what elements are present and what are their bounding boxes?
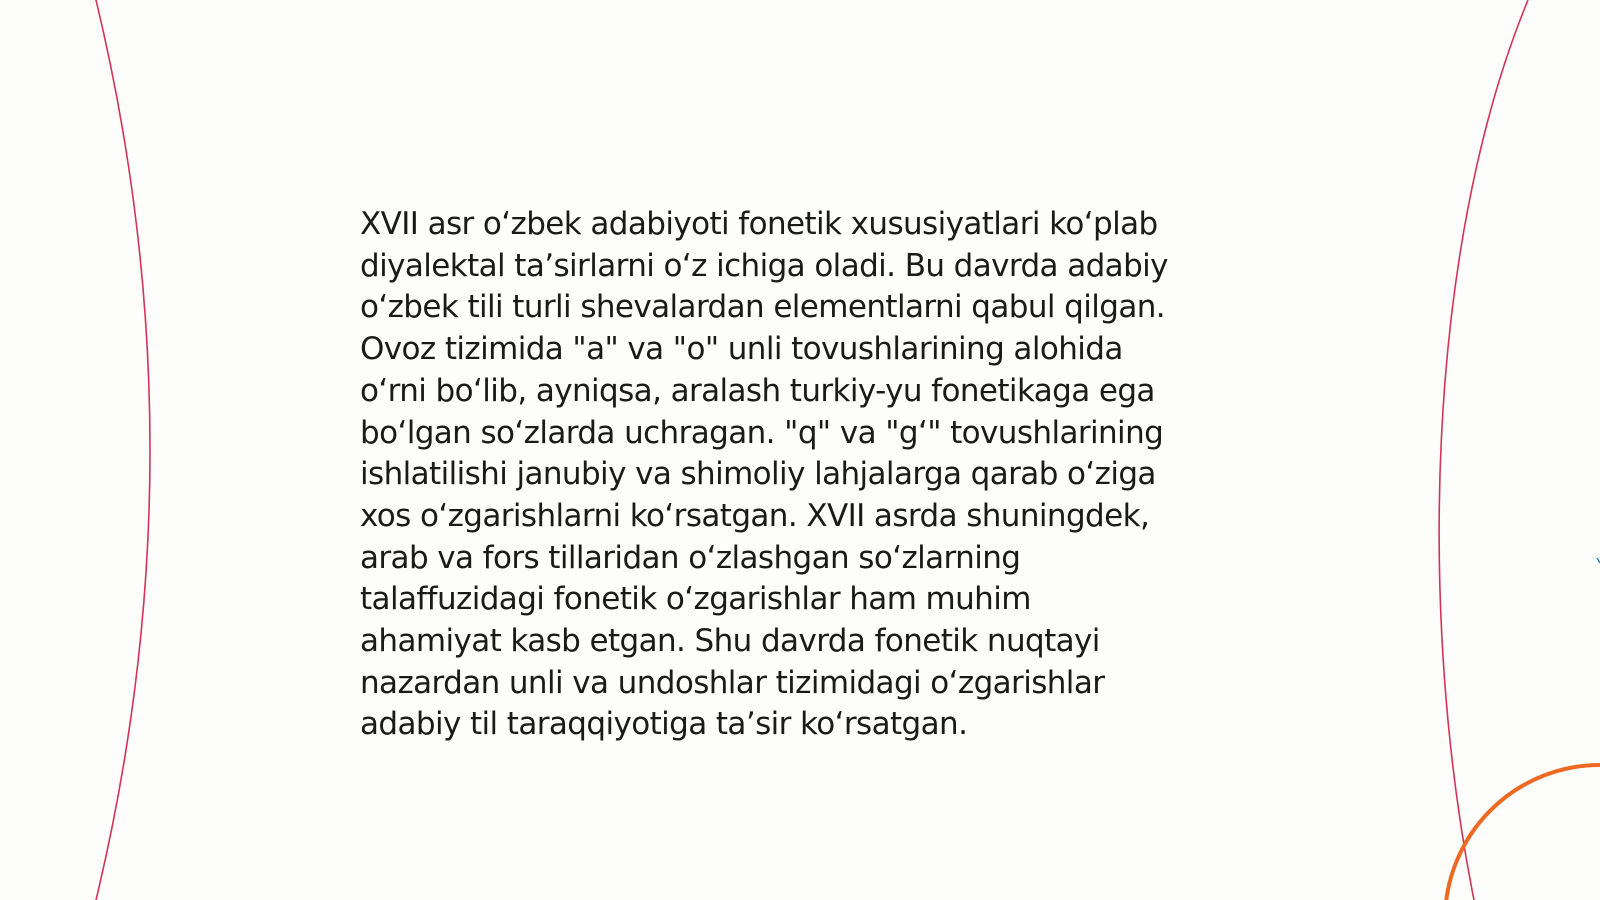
left-arc-decoration	[96, 0, 150, 900]
paragraph-line: xos oʻzgarishlarni koʻrsatgan. XVII asrda shuningdek,	[360, 497, 1150, 534]
paragraph-line: talaffuzidagi fonetik oʻzgarishlar ham muhim	[360, 581, 1031, 618]
paragraph-line: Ovoz tizimida "a" va "o" unli tovushlarining alohida	[360, 331, 1123, 368]
paragraph-line: oʻzbek tili turli shevalardan elementlarni qabul qilgan.	[360, 289, 1166, 326]
paragraph-line: ahamiyat kasb etgan. Shu davrda fonetik nuqtayi	[360, 623, 1100, 660]
paragraph-line: arab va fors tillaridan oʻzlashgan soʻzlarning	[360, 539, 1021, 576]
paragraph-line: ishlatilishi janubiy va shimoliy lahjalarga qarab oʻziga	[360, 456, 1156, 493]
paragraph-line: nazardan unli va undoshlar tizimidagi oʻzgarishlar	[360, 664, 1105, 701]
paragraph-line: adabiy til taraqqiyotiga taʼsir koʻrsatgan.	[360, 706, 968, 743]
paragraph-line: XVII asr oʻzbek adabiyoti fonetik xususiyatlari koʻplab	[360, 206, 1158, 242]
right-arc-decoration	[1439, 0, 1528, 900]
paragraph-line: oʻrni boʻlib, ayniqsa, aralash turkiy-yu fonetikaga ega	[360, 372, 1155, 409]
orange-circle-decoration	[1445, 765, 1600, 900]
body-paragraph	[360, 204, 1260, 746]
paragraph-line: diyalektal taʼsirlarni oʻz ichiga oladi. Bu davrda adabiy	[360, 247, 1168, 284]
paragraph-line: boʻlgan soʻzlarda uchragan. "q" va "gʻ" tovushlarining	[360, 414, 1164, 451]
